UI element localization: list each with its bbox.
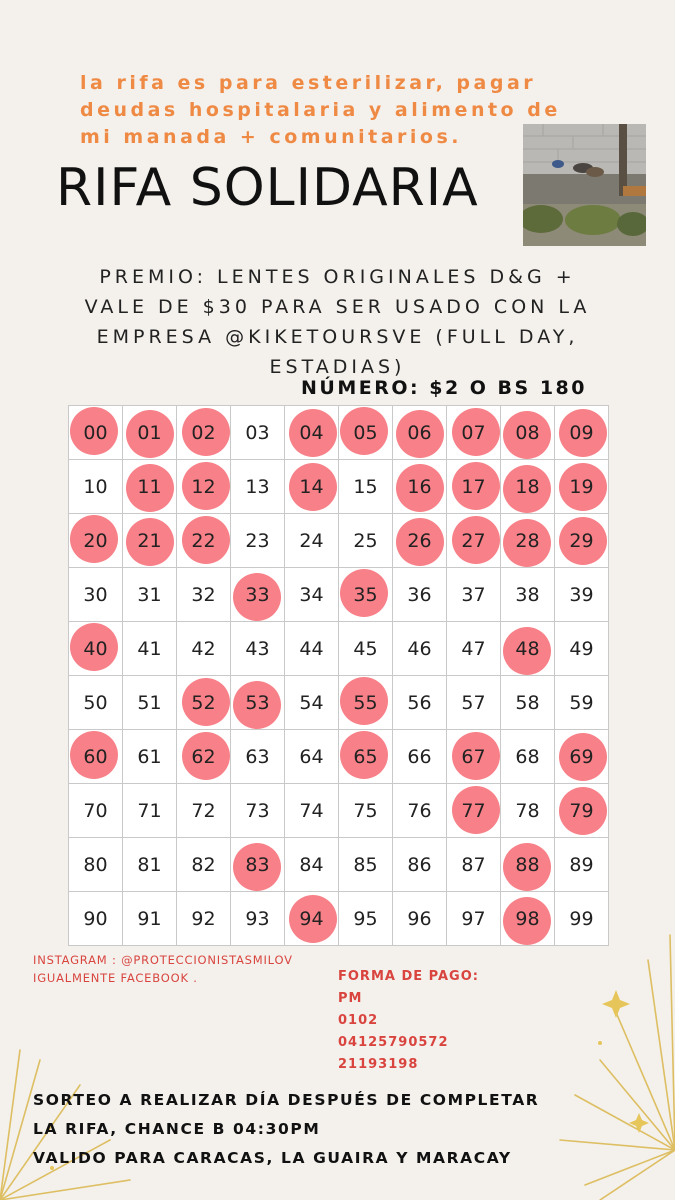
raffle-number-cell[interactable] [230,675,285,730]
raffle-number-cell[interactable] [446,729,501,784]
raffle-number-label: 64 [299,745,324,768]
raffle-number-cell[interactable] [500,675,555,730]
raffle-number-label: 37 [461,583,486,606]
raffle-number-label: 32 [191,583,216,606]
raffle-number-cell[interactable] [554,891,609,946]
raffle-number-cell[interactable] [122,567,177,622]
raffle-number-cell[interactable] [338,837,393,892]
prize-line: PREMIO: LENTES ORIGINALES D&G + [99,266,576,288]
draw-line: LA RIFA, CHANCE B 04:30PM [33,1120,321,1138]
raffle-number-cell[interactable] [122,513,177,568]
raffle-number-label: 58 [515,691,540,714]
intro-line: deudas hospitalaria y alimento de [80,99,561,121]
raffle-number-label: 72 [191,799,216,822]
raffle-number-cell[interactable] [500,405,555,460]
raffle-number-cell[interactable] [554,405,609,460]
raffle-number-label: 71 [137,799,162,822]
raffle-number-label: 34 [299,583,324,606]
raffle-number-cell[interactable] [68,621,123,676]
prize-description [45,262,630,382]
intro-text [80,70,600,151]
raffle-number-label: 27 [461,529,486,552]
raffle-number-cell[interactable] [230,783,285,838]
raffle-number-cell[interactable] [68,729,123,784]
raffle-number-cell[interactable] [284,783,339,838]
raffle-number-label: 03 [245,421,270,444]
raffle-number-cell[interactable] [230,891,285,946]
raffle-number-cell[interactable] [68,675,123,730]
raffle-number-label: 89 [569,853,594,876]
raffle-number-cell[interactable] [176,891,231,946]
raffle-number-cell[interactable] [446,513,501,568]
raffle-number-label: 88 [515,853,540,876]
raffle-number-label: 24 [299,529,324,552]
raffle-number-label: 35 [353,583,378,606]
raffle-number-label: 10 [83,475,108,498]
raffle-number-cell[interactable] [446,675,501,730]
raffle-number-cell[interactable] [122,405,177,460]
raffle-number-cell[interactable] [122,891,177,946]
prize-line: VALE DE $30 PARA SER USADO CON LA [84,296,591,318]
raffle-number-cell[interactable] [338,891,393,946]
raffle-number-cell[interactable] [554,567,609,622]
raffle-number-label: 17 [461,475,486,498]
raffle-number-label: 75 [353,799,378,822]
raffle-number-cell[interactable] [68,513,123,568]
raffle-number-label: 82 [191,853,216,876]
raffle-number-cell[interactable] [500,621,555,676]
raffle-number-label: 70 [83,799,108,822]
raffle-number-cell[interactable] [284,513,339,568]
raffle-number-label: 74 [299,799,324,822]
raffle-number-cell[interactable] [122,783,177,838]
raffle-number-cell[interactable] [392,405,447,460]
raffle-number-cell[interactable] [284,675,339,730]
raffle-number-cell[interactable] [176,621,231,676]
draw-line: SORTEO A REALIZAR DÍA DESPUÉS DE COMPLETAR [33,1091,540,1109]
raffle-number-label: 81 [137,853,162,876]
raffle-number-label: 44 [299,637,324,660]
raffle-number-cell[interactable] [176,513,231,568]
raffle-number-cell[interactable] [392,891,447,946]
raffle-number-cell[interactable] [122,459,177,514]
raffle-number-label: 54 [299,691,324,714]
raffle-number-label: 13 [245,475,270,498]
raffle-number-label: 48 [515,637,540,660]
raffle-number-cell[interactable] [554,459,609,514]
raffle-number-label: 59 [569,691,594,714]
raffle-number-label: 85 [353,853,378,876]
raffle-number-cell[interactable] [284,405,339,460]
raffle-number-label: 01 [137,421,162,444]
raffle-number-cell[interactable] [500,729,555,784]
raffle-number-cell[interactable] [446,837,501,892]
raffle-number-cell[interactable] [500,513,555,568]
raffle-number-label: 98 [515,907,540,930]
raffle-number-cell[interactable] [284,891,339,946]
raffle-number-label: 96 [407,907,432,930]
raffle-number-cell[interactable] [500,783,555,838]
ticket-price: NÚMERO: $2 O BS 180 [301,377,587,399]
raffle-number-label: 86 [407,853,432,876]
raffle-number-cell[interactable] [446,621,501,676]
raffle-number-cell[interactable] [284,459,339,514]
raffle-number-label: 65 [353,745,378,768]
raffle-number-label: 56 [407,691,432,714]
payment-line: 21193198 [338,1057,419,1072]
raffle-number-label: 57 [461,691,486,714]
raffle-number-label: 77 [461,799,486,822]
raffle-number-label: 02 [191,421,216,444]
raffle-number-cell[interactable] [392,459,447,514]
raffle-number-label: 61 [137,745,162,768]
raffle-number-label: 23 [245,529,270,552]
raffle-number-label: 47 [461,637,486,660]
raffle-number-cell[interactable] [176,729,231,784]
raffle-number-cell[interactable] [554,513,609,568]
raffle-number-cell[interactable] [284,567,339,622]
raffle-number-cell[interactable] [392,621,447,676]
raffle-number-label: 40 [83,637,108,660]
raffle-number-cell[interactable] [392,837,447,892]
raffle-number-label: 33 [245,583,270,606]
raffle-number-cell[interactable] [68,783,123,838]
raffle-number-label: 87 [461,853,486,876]
instagram-handle: INSTAGRAM : @PROTECCIONISTASMILOV [33,953,293,967]
raffle-number-cell[interactable] [176,567,231,622]
raffle-number-cell[interactable] [338,405,393,460]
raffle-number-cell[interactable] [230,405,285,460]
raffle-number-label: 26 [407,529,432,552]
intro-line: mi manada + comunitarios. [80,126,463,148]
raffle-number-cell[interactable] [230,837,285,892]
raffle-number-label: 12 [191,475,216,498]
raffle-number-cell[interactable] [176,675,231,730]
raffle-number-label: 19 [569,475,594,498]
raffle-number-cell[interactable] [500,459,555,514]
raffle-number-label: 00 [83,421,108,444]
social-info [33,951,293,987]
raffle-number-cell[interactable] [500,837,555,892]
raffle-number-label: 50 [83,691,108,714]
raffle-number-label: 20 [83,529,108,552]
raffle-number-cell[interactable] [554,621,609,676]
raffle-number-label: 68 [515,745,540,768]
draw-line: VALIDO PARA CARACAS, LA GUAIRA Y MARACAY [33,1149,512,1167]
raffle-number-cell[interactable] [176,459,231,514]
raffle-number-cell[interactable] [230,621,285,676]
raffle-number-label: 73 [245,799,270,822]
raffle-number-label: 69 [569,745,594,768]
raffle-number-label: 08 [515,421,540,444]
raffle-number-cell[interactable] [554,729,609,784]
raffle-number-cell[interactable] [446,459,501,514]
raffle-number-label: 78 [515,799,540,822]
raffle-number-label: 80 [83,853,108,876]
raffle-number-label: 42 [191,637,216,660]
raffle-number-label: 15 [353,475,378,498]
raffle-number-cell[interactable] [122,729,177,784]
facebook-note: IGUALMENTE FACEBOOK . [33,971,198,985]
raffle-number-label: 49 [569,637,594,660]
raffle-number-cell[interactable] [338,621,393,676]
raffle-number-label: 30 [83,583,108,606]
raffle-number-label: 41 [137,637,162,660]
raffle-number-cell[interactable] [122,675,177,730]
raffle-number-label: 92 [191,907,216,930]
raffle-number-cell[interactable] [554,783,609,838]
raffle-number-cell[interactable] [392,567,447,622]
draw-info [33,1086,539,1173]
raffle-number-label: 43 [245,637,270,660]
raffle-number-label: 84 [299,853,324,876]
raffle-number-label: 60 [83,745,108,768]
raffle-number-label: 25 [353,529,378,552]
raffle-number-label: 51 [137,691,162,714]
raffle-number-cell[interactable] [392,729,447,784]
raffle-number-label: 55 [353,691,378,714]
raffle-number-label: 94 [299,907,324,930]
raffle-number-label: 95 [353,907,378,930]
raffle-number-label: 90 [83,907,108,930]
raffle-number-cell[interactable] [338,783,393,838]
raffle-number-cell[interactable] [176,783,231,838]
raffle-number-cell[interactable] [284,837,339,892]
raffle-number-cell[interactable] [284,621,339,676]
raffle-number-label: 21 [137,529,162,552]
raffle-number-cell[interactable] [68,567,123,622]
raffle-number-cell[interactable] [230,729,285,784]
raffle-number-label: 62 [191,745,216,768]
raffle-number-label: 29 [569,529,594,552]
payment-line: PM [338,991,363,1006]
payment-title: FORMA DE PAGO: [338,969,479,984]
raffle-number-cell[interactable] [230,513,285,568]
prize-line: ESTADIAS) [269,356,406,378]
raffle-number-label: 83 [245,853,270,876]
raffle-number-cell[interactable] [284,729,339,784]
raffle-number-label: 52 [191,691,216,714]
raffle-number-cell[interactable] [500,567,555,622]
raffle-number-cell[interactable] [230,567,285,622]
raffle-number-label: 11 [137,475,162,498]
page-title: RIFA SOLIDARIA [56,158,479,218]
raffle-number-cell[interactable] [446,567,501,622]
prize-line: EMPRESA @KIKETOURSVE (FULL DAY, [96,326,579,348]
raffle-number-label: 38 [515,583,540,606]
raffle-number-label: 07 [461,421,486,444]
raffle-number-cell[interactable] [68,837,123,892]
raffle-number-label: 91 [137,907,162,930]
raffle-number-cell[interactable] [554,675,609,730]
raffle-number-label: 76 [407,799,432,822]
raffle-number-label: 09 [569,421,594,444]
raffle-number-cell[interactable] [392,513,447,568]
raffle-number-label: 93 [245,907,270,930]
raffle-number-label: 45 [353,637,378,660]
raffle-number-label: 06 [407,421,432,444]
raffle-number-label: 97 [461,907,486,930]
raffle-number-label: 22 [191,529,216,552]
raffle-number-cell[interactable] [176,837,231,892]
raffle-number-cell[interactable] [392,783,447,838]
raffle-number-label: 28 [515,529,540,552]
raffle-number-cell[interactable] [338,675,393,730]
raffle-number-label: 14 [299,475,324,498]
raffle-number-label: 53 [245,691,270,714]
raffle-number-label: 36 [407,583,432,606]
raffle-number-cell[interactable] [338,567,393,622]
raffle-number-cell[interactable] [230,459,285,514]
raffle-number-cell[interactable] [338,729,393,784]
raffle-number-label: 04 [299,421,324,444]
raffle-number-cell[interactable] [446,783,501,838]
raffle-number-cell[interactable] [68,891,123,946]
raffle-number-cell[interactable] [392,675,447,730]
payment-line: 04125790572 [338,1035,449,1050]
raffle-number-label: 31 [137,583,162,606]
raffle-number-cell[interactable] [122,621,177,676]
payment-line: 0102 [338,1013,379,1028]
raffle-number-cell[interactable] [338,513,393,568]
raffle-number-label: 39 [569,583,594,606]
raffle-number-cell[interactable] [176,405,231,460]
raffle-number-cell[interactable] [554,837,609,892]
raffle-number-label: 16 [407,475,432,498]
raffle-number-label: 63 [245,745,270,768]
raffle-number-cell[interactable] [446,891,501,946]
raffle-number-label: 67 [461,745,486,768]
raffle-number-label: 46 [407,637,432,660]
raffle-number-cell[interactable] [338,459,393,514]
raffle-number-cell[interactable] [122,837,177,892]
raffle-number-cell[interactable] [68,459,123,514]
raffle-number-cell[interactable] [500,891,555,946]
raffle-number-label: 18 [515,475,540,498]
raffle-number-cell[interactable] [446,405,501,460]
raffle-number-grid [68,405,608,945]
raffle-number-label: 79 [569,799,594,822]
dogs-photo [523,124,646,246]
raffle-number-label: 99 [569,907,594,930]
raffle-number-cell[interactable] [68,405,123,460]
raffle-number-label: 66 [407,745,432,768]
intro-line: la rifa es para esterilizar, pagar [80,72,537,94]
raffle-number-label: 05 [353,421,378,444]
payment-info [338,966,479,1076]
